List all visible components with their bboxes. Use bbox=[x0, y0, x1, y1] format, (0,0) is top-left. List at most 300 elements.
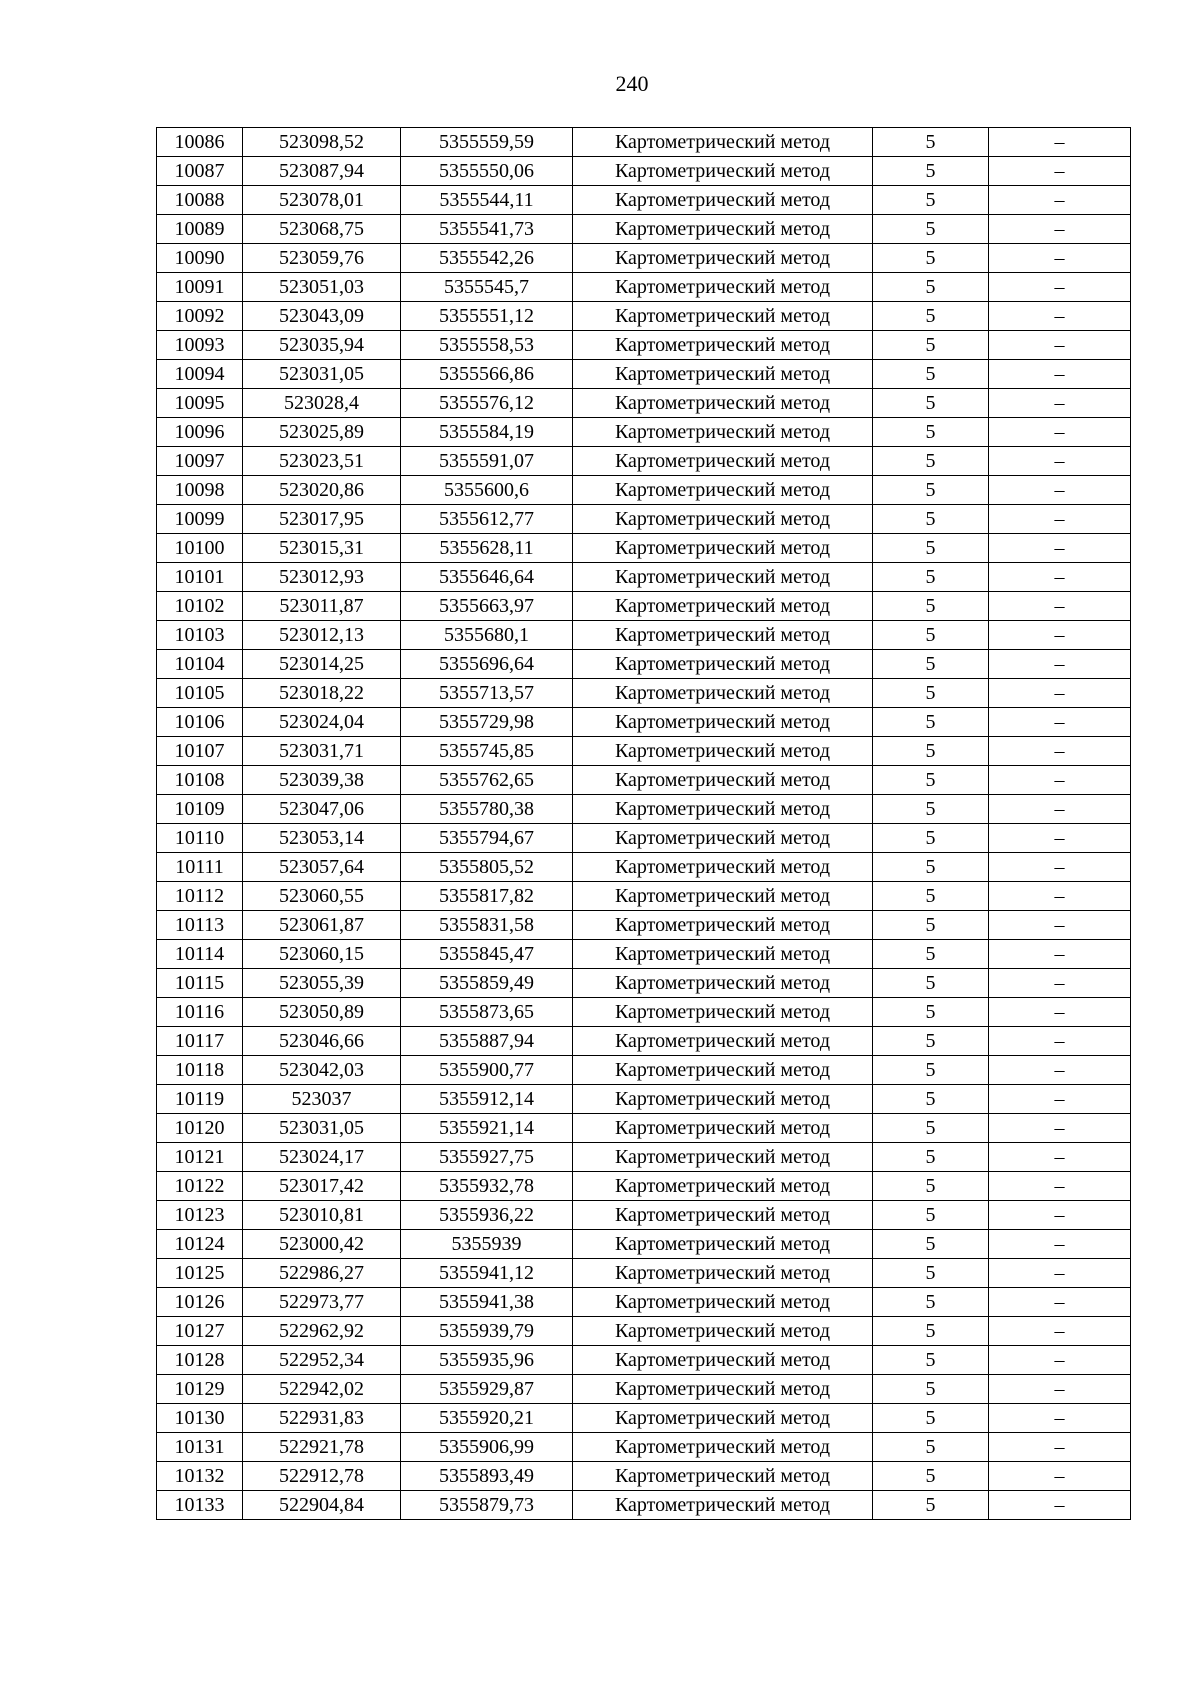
accuracy-cell: 5 bbox=[873, 1114, 989, 1143]
description-cell: – bbox=[989, 998, 1131, 1027]
description-cell: – bbox=[989, 708, 1131, 737]
point-number-cell: 10127 bbox=[157, 1317, 243, 1346]
method-cell: Картометрический метод bbox=[573, 360, 873, 389]
description-cell: – bbox=[989, 1317, 1131, 1346]
accuracy-cell: 5 bbox=[873, 592, 989, 621]
y-coordinate-cell: 5355939 bbox=[401, 1230, 573, 1259]
x-coordinate-cell: 522931,83 bbox=[243, 1404, 401, 1433]
accuracy-cell: 5 bbox=[873, 882, 989, 911]
x-coordinate-cell: 523017,42 bbox=[243, 1172, 401, 1201]
y-coordinate-cell: 5355600,6 bbox=[401, 476, 573, 505]
accuracy-cell: 5 bbox=[873, 331, 989, 360]
point-number-cell: 10130 bbox=[157, 1404, 243, 1433]
table-row bbox=[157, 1404, 1131, 1433]
accuracy-cell: 5 bbox=[873, 505, 989, 534]
accuracy-cell: 5 bbox=[873, 824, 989, 853]
accuracy-cell: 5 bbox=[873, 708, 989, 737]
table-row bbox=[157, 1172, 1131, 1201]
point-number-cell: 10115 bbox=[157, 969, 243, 998]
description-cell: – bbox=[989, 157, 1131, 186]
table-row bbox=[157, 621, 1131, 650]
y-coordinate-cell: 5355921,14 bbox=[401, 1114, 573, 1143]
x-coordinate-cell: 523050,89 bbox=[243, 998, 401, 1027]
method-cell: Картометрический метод bbox=[573, 969, 873, 998]
description-cell: – bbox=[989, 1404, 1131, 1433]
y-coordinate-cell: 5355558,53 bbox=[401, 331, 573, 360]
y-coordinate-cell: 5355935,96 bbox=[401, 1346, 573, 1375]
point-number-cell: 10102 bbox=[157, 592, 243, 621]
y-coordinate-cell: 5355628,11 bbox=[401, 534, 573, 563]
method-cell: Картометрический метод bbox=[573, 157, 873, 186]
description-cell: – bbox=[989, 476, 1131, 505]
y-coordinate-cell: 5355780,38 bbox=[401, 795, 573, 824]
x-coordinate-cell: 522952,34 bbox=[243, 1346, 401, 1375]
method-cell: Картометрический метод bbox=[573, 128, 873, 157]
x-coordinate-cell: 523028,4 bbox=[243, 389, 401, 418]
point-number-cell: 10125 bbox=[157, 1259, 243, 1288]
x-coordinate-cell: 523087,94 bbox=[243, 157, 401, 186]
method-cell: Картометрический метод bbox=[573, 1433, 873, 1462]
method-cell: Картометрический метод bbox=[573, 1375, 873, 1404]
point-number-cell: 10132 bbox=[157, 1462, 243, 1491]
accuracy-cell: 5 bbox=[873, 1143, 989, 1172]
point-number-cell: 10111 bbox=[157, 853, 243, 882]
y-coordinate-cell: 5355879,73 bbox=[401, 1491, 573, 1520]
accuracy-cell: 5 bbox=[873, 1201, 989, 1230]
point-number-cell: 10116 bbox=[157, 998, 243, 1027]
point-number-cell: 10093 bbox=[157, 331, 243, 360]
x-coordinate-cell: 523014,25 bbox=[243, 650, 401, 679]
point-number-cell: 10131 bbox=[157, 1433, 243, 1462]
y-coordinate-cell: 5355817,82 bbox=[401, 882, 573, 911]
y-coordinate-cell: 5355932,78 bbox=[401, 1172, 573, 1201]
description-cell: – bbox=[989, 650, 1131, 679]
table-row bbox=[157, 1491, 1131, 1520]
method-cell: Картометрический метод bbox=[573, 1114, 873, 1143]
x-coordinate-cell: 523060,15 bbox=[243, 940, 401, 969]
point-number-cell: 10091 bbox=[157, 273, 243, 302]
description-cell: – bbox=[989, 1346, 1131, 1375]
description-cell: – bbox=[989, 1085, 1131, 1114]
accuracy-cell: 5 bbox=[873, 273, 989, 302]
table-row bbox=[157, 476, 1131, 505]
method-cell: Картометрический метод bbox=[573, 911, 873, 940]
x-coordinate-cell: 523031,71 bbox=[243, 737, 401, 766]
y-coordinate-cell: 5355831,58 bbox=[401, 911, 573, 940]
accuracy-cell: 5 bbox=[873, 244, 989, 273]
description-cell: – bbox=[989, 1462, 1131, 1491]
accuracy-cell: 5 bbox=[873, 1027, 989, 1056]
point-number-cell: 10121 bbox=[157, 1143, 243, 1172]
description-cell: – bbox=[989, 447, 1131, 476]
point-number-cell: 10088 bbox=[157, 186, 243, 215]
point-number-cell: 10117 bbox=[157, 1027, 243, 1056]
method-cell: Картометрический метод bbox=[573, 389, 873, 418]
y-coordinate-cell: 5355929,87 bbox=[401, 1375, 573, 1404]
table-row bbox=[157, 1346, 1131, 1375]
accuracy-cell: 5 bbox=[873, 621, 989, 650]
point-number-cell: 10087 bbox=[157, 157, 243, 186]
table-row bbox=[157, 1462, 1131, 1491]
method-cell: Картометрический метод bbox=[573, 1346, 873, 1375]
point-number-cell: 10108 bbox=[157, 766, 243, 795]
accuracy-cell: 5 bbox=[873, 360, 989, 389]
method-cell: Картометрический метод bbox=[573, 1404, 873, 1433]
y-coordinate-cell: 5355887,94 bbox=[401, 1027, 573, 1056]
method-cell: Картометрический метод bbox=[573, 1201, 873, 1230]
method-cell: Картометрический метод bbox=[573, 1491, 873, 1520]
method-cell: Картометрический метод bbox=[573, 273, 873, 302]
x-coordinate-cell: 523000,42 bbox=[243, 1230, 401, 1259]
point-number-cell: 10119 bbox=[157, 1085, 243, 1114]
method-cell: Картометрический метод bbox=[573, 505, 873, 534]
x-coordinate-cell: 523047,06 bbox=[243, 795, 401, 824]
y-coordinate-cell: 5355559,59 bbox=[401, 128, 573, 157]
method-cell: Картометрический метод bbox=[573, 1230, 873, 1259]
description-cell: – bbox=[989, 128, 1131, 157]
method-cell: Картометрический метод bbox=[573, 1172, 873, 1201]
method-cell: Картометрический метод bbox=[573, 650, 873, 679]
table-row bbox=[157, 737, 1131, 766]
y-coordinate-cell: 5355541,73 bbox=[401, 215, 573, 244]
point-number-cell: 10104 bbox=[157, 650, 243, 679]
point-number-cell: 10086 bbox=[157, 128, 243, 157]
point-number-cell: 10100 bbox=[157, 534, 243, 563]
table-row bbox=[157, 534, 1131, 563]
description-cell: – bbox=[989, 1375, 1131, 1404]
y-coordinate-cell: 5355920,21 bbox=[401, 1404, 573, 1433]
point-number-cell: 10124 bbox=[157, 1230, 243, 1259]
y-coordinate-cell: 5355912,14 bbox=[401, 1085, 573, 1114]
table-row bbox=[157, 505, 1131, 534]
description-cell: – bbox=[989, 766, 1131, 795]
table-row bbox=[157, 1317, 1131, 1346]
table-row bbox=[157, 911, 1131, 940]
method-cell: Картометрический метод bbox=[573, 215, 873, 244]
y-coordinate-cell: 5355893,49 bbox=[401, 1462, 573, 1491]
table-row bbox=[157, 447, 1131, 476]
accuracy-cell: 5 bbox=[873, 969, 989, 998]
x-coordinate-cell: 523051,03 bbox=[243, 273, 401, 302]
page-number: 240 bbox=[615, 71, 649, 96]
method-cell: Картометрический метод bbox=[573, 766, 873, 795]
method-cell: Картометрический метод bbox=[573, 621, 873, 650]
accuracy-cell: 5 bbox=[873, 1433, 989, 1462]
method-cell: Картометрический метод bbox=[573, 534, 873, 563]
point-number-cell: 10120 bbox=[157, 1114, 243, 1143]
y-coordinate-cell: 5355545,7 bbox=[401, 273, 573, 302]
accuracy-cell: 5 bbox=[873, 853, 989, 882]
point-number-cell: 10122 bbox=[157, 1172, 243, 1201]
method-cell: Картометрический метод bbox=[573, 853, 873, 882]
description-cell: – bbox=[989, 1027, 1131, 1056]
accuracy-cell: 5 bbox=[873, 1056, 989, 1085]
description-cell: – bbox=[989, 389, 1131, 418]
point-number-cell: 10128 bbox=[157, 1346, 243, 1375]
method-cell: Картометрический метод bbox=[573, 1027, 873, 1056]
description-cell: – bbox=[989, 911, 1131, 940]
y-coordinate-cell: 5355663,97 bbox=[401, 592, 573, 621]
x-coordinate-cell: 523068,75 bbox=[243, 215, 401, 244]
x-coordinate-cell: 523024,17 bbox=[243, 1143, 401, 1172]
point-number-cell: 10095 bbox=[157, 389, 243, 418]
table-row bbox=[157, 331, 1131, 360]
table-row bbox=[157, 882, 1131, 911]
x-coordinate-cell: 523020,86 bbox=[243, 476, 401, 505]
description-cell: – bbox=[989, 1056, 1131, 1085]
point-number-cell: 10103 bbox=[157, 621, 243, 650]
x-coordinate-cell: 523078,01 bbox=[243, 186, 401, 215]
y-coordinate-cell: 5355941,12 bbox=[401, 1259, 573, 1288]
x-coordinate-cell: 523053,14 bbox=[243, 824, 401, 853]
y-coordinate-cell: 5355845,47 bbox=[401, 940, 573, 969]
description-cell: – bbox=[989, 331, 1131, 360]
x-coordinate-cell: 523059,76 bbox=[243, 244, 401, 273]
y-coordinate-cell: 5355762,65 bbox=[401, 766, 573, 795]
table-row bbox=[157, 418, 1131, 447]
point-number-cell: 10113 bbox=[157, 911, 243, 940]
description-cell: – bbox=[989, 302, 1131, 331]
point-number-cell: 10114 bbox=[157, 940, 243, 969]
point-number-cell: 10092 bbox=[157, 302, 243, 331]
point-number-cell: 10123 bbox=[157, 1201, 243, 1230]
method-cell: Картометрический метод bbox=[573, 1317, 873, 1346]
y-coordinate-cell: 5355939,79 bbox=[401, 1317, 573, 1346]
method-cell: Картометрический метод bbox=[573, 737, 873, 766]
description-cell: – bbox=[989, 795, 1131, 824]
point-number-cell: 10089 bbox=[157, 215, 243, 244]
accuracy-cell: 5 bbox=[873, 302, 989, 331]
accuracy-cell: 5 bbox=[873, 1491, 989, 1520]
x-coordinate-cell: 522904,84 bbox=[243, 1491, 401, 1520]
coordinates-table bbox=[156, 127, 1131, 1520]
accuracy-cell: 5 bbox=[873, 766, 989, 795]
x-coordinate-cell: 523098,52 bbox=[243, 128, 401, 157]
table-row bbox=[157, 708, 1131, 737]
description-cell: – bbox=[989, 737, 1131, 766]
description-cell: – bbox=[989, 592, 1131, 621]
description-cell: – bbox=[989, 1433, 1131, 1462]
y-coordinate-cell: 5355873,65 bbox=[401, 998, 573, 1027]
description-cell: – bbox=[989, 244, 1131, 273]
x-coordinate-cell: 523012,93 bbox=[243, 563, 401, 592]
accuracy-cell: 5 bbox=[873, 1085, 989, 1114]
table-row bbox=[157, 1143, 1131, 1172]
point-number-cell: 10109 bbox=[157, 795, 243, 824]
x-coordinate-cell: 523055,39 bbox=[243, 969, 401, 998]
y-coordinate-cell: 5355544,11 bbox=[401, 186, 573, 215]
method-cell: Картометрический метод bbox=[573, 1462, 873, 1491]
accuracy-cell: 5 bbox=[873, 1375, 989, 1404]
accuracy-cell: 5 bbox=[873, 1172, 989, 1201]
description-cell: – bbox=[989, 882, 1131, 911]
description-cell: – bbox=[989, 186, 1131, 215]
table-row bbox=[157, 1375, 1131, 1404]
accuracy-cell: 5 bbox=[873, 128, 989, 157]
point-number-cell: 10098 bbox=[157, 476, 243, 505]
accuracy-cell: 5 bbox=[873, 650, 989, 679]
x-coordinate-cell: 523061,87 bbox=[243, 911, 401, 940]
method-cell: Картометрический метод bbox=[573, 244, 873, 273]
description-cell: – bbox=[989, 1491, 1131, 1520]
accuracy-cell: 5 bbox=[873, 1288, 989, 1317]
x-coordinate-cell: 523018,22 bbox=[243, 679, 401, 708]
point-number-cell: 10096 bbox=[157, 418, 243, 447]
y-coordinate-cell: 5355941,38 bbox=[401, 1288, 573, 1317]
table-row bbox=[157, 824, 1131, 853]
table-row bbox=[157, 650, 1131, 679]
table-row bbox=[157, 795, 1131, 824]
x-coordinate-cell: 522962,92 bbox=[243, 1317, 401, 1346]
table-row bbox=[157, 853, 1131, 882]
table-row bbox=[157, 1433, 1131, 1462]
accuracy-cell: 5 bbox=[873, 911, 989, 940]
description-cell: – bbox=[989, 215, 1131, 244]
x-coordinate-cell: 523010,81 bbox=[243, 1201, 401, 1230]
x-coordinate-cell: 523043,09 bbox=[243, 302, 401, 331]
method-cell: Картометрический метод bbox=[573, 1259, 873, 1288]
accuracy-cell: 5 bbox=[873, 795, 989, 824]
description-cell: – bbox=[989, 1172, 1131, 1201]
x-coordinate-cell: 523057,64 bbox=[243, 853, 401, 882]
point-number-cell: 10126 bbox=[157, 1288, 243, 1317]
accuracy-cell: 5 bbox=[873, 418, 989, 447]
description-cell: – bbox=[989, 1114, 1131, 1143]
y-coordinate-cell: 5355859,49 bbox=[401, 969, 573, 998]
description-cell: – bbox=[989, 505, 1131, 534]
point-number-cell: 10112 bbox=[157, 882, 243, 911]
y-coordinate-cell: 5355927,75 bbox=[401, 1143, 573, 1172]
table-row bbox=[157, 1259, 1131, 1288]
y-coordinate-cell: 5355900,77 bbox=[401, 1056, 573, 1085]
y-coordinate-cell: 5355729,98 bbox=[401, 708, 573, 737]
x-coordinate-cell: 523023,51 bbox=[243, 447, 401, 476]
coordinates-table-body bbox=[157, 128, 1131, 1520]
method-cell: Картометрический метод bbox=[573, 679, 873, 708]
description-cell: – bbox=[989, 1230, 1131, 1259]
y-coordinate-cell: 5355566,86 bbox=[401, 360, 573, 389]
accuracy-cell: 5 bbox=[873, 679, 989, 708]
method-cell: Картометрический метод bbox=[573, 476, 873, 505]
method-cell: Картометрический метод bbox=[573, 882, 873, 911]
x-coordinate-cell: 523035,94 bbox=[243, 331, 401, 360]
table-row bbox=[157, 1085, 1131, 1114]
x-coordinate-cell: 523060,55 bbox=[243, 882, 401, 911]
y-coordinate-cell: 5355680,1 bbox=[401, 621, 573, 650]
y-coordinate-cell: 5355612,77 bbox=[401, 505, 573, 534]
y-coordinate-cell: 5355550,06 bbox=[401, 157, 573, 186]
method-cell: Картометрический метод bbox=[573, 1143, 873, 1172]
method-cell: Картометрический метод bbox=[573, 418, 873, 447]
accuracy-cell: 5 bbox=[873, 534, 989, 563]
x-coordinate-cell: 523042,03 bbox=[243, 1056, 401, 1085]
table-row bbox=[157, 1056, 1131, 1085]
table-row bbox=[157, 563, 1131, 592]
x-coordinate-cell: 522942,02 bbox=[243, 1375, 401, 1404]
description-cell: – bbox=[989, 360, 1131, 389]
table-row bbox=[157, 766, 1131, 795]
description-cell: – bbox=[989, 1143, 1131, 1172]
description-cell: – bbox=[989, 824, 1131, 853]
accuracy-cell: 5 bbox=[873, 563, 989, 592]
description-cell: – bbox=[989, 969, 1131, 998]
point-number-cell: 10129 bbox=[157, 1375, 243, 1404]
description-cell: – bbox=[989, 940, 1131, 969]
y-coordinate-cell: 5355745,85 bbox=[401, 737, 573, 766]
method-cell: Картометрический метод bbox=[573, 563, 873, 592]
x-coordinate-cell: 523012,13 bbox=[243, 621, 401, 650]
point-number-cell: 10105 bbox=[157, 679, 243, 708]
table-row bbox=[157, 1230, 1131, 1259]
method-cell: Картометрический метод bbox=[573, 1085, 873, 1114]
x-coordinate-cell: 522973,77 bbox=[243, 1288, 401, 1317]
y-coordinate-cell: 5355805,52 bbox=[401, 853, 573, 882]
table-row bbox=[157, 128, 1131, 157]
description-cell: – bbox=[989, 1201, 1131, 1230]
table-row bbox=[157, 1027, 1131, 1056]
accuracy-cell: 5 bbox=[873, 447, 989, 476]
point-number-cell: 10110 bbox=[157, 824, 243, 853]
point-number-cell: 10090 bbox=[157, 244, 243, 273]
x-coordinate-cell: 523015,31 bbox=[243, 534, 401, 563]
table-row bbox=[157, 215, 1131, 244]
table-row bbox=[157, 389, 1131, 418]
x-coordinate-cell: 523039,38 bbox=[243, 766, 401, 795]
description-cell: – bbox=[989, 1259, 1131, 1288]
x-coordinate-cell: 522921,78 bbox=[243, 1433, 401, 1462]
x-coordinate-cell: 523011,87 bbox=[243, 592, 401, 621]
accuracy-cell: 5 bbox=[873, 1346, 989, 1375]
point-number-cell: 10106 bbox=[157, 708, 243, 737]
method-cell: Картометрический метод bbox=[573, 302, 873, 331]
table-row bbox=[157, 302, 1131, 331]
table-row bbox=[157, 1201, 1131, 1230]
accuracy-cell: 5 bbox=[873, 737, 989, 766]
accuracy-cell: 5 bbox=[873, 215, 989, 244]
accuracy-cell: 5 bbox=[873, 476, 989, 505]
accuracy-cell: 5 bbox=[873, 186, 989, 215]
y-coordinate-cell: 5355696,64 bbox=[401, 650, 573, 679]
y-coordinate-cell: 5355591,07 bbox=[401, 447, 573, 476]
x-coordinate-cell: 523037 bbox=[243, 1085, 401, 1114]
point-number-cell: 10107 bbox=[157, 737, 243, 766]
accuracy-cell: 5 bbox=[873, 1259, 989, 1288]
y-coordinate-cell: 5355584,19 bbox=[401, 418, 573, 447]
y-coordinate-cell: 5355551,12 bbox=[401, 302, 573, 331]
accuracy-cell: 5 bbox=[873, 998, 989, 1027]
accuracy-cell: 5 bbox=[873, 1317, 989, 1346]
y-coordinate-cell: 5355576,12 bbox=[401, 389, 573, 418]
x-coordinate-cell: 523017,95 bbox=[243, 505, 401, 534]
accuracy-cell: 5 bbox=[873, 1230, 989, 1259]
point-number-cell: 10097 bbox=[157, 447, 243, 476]
x-coordinate-cell: 522912,78 bbox=[243, 1462, 401, 1491]
accuracy-cell: 5 bbox=[873, 940, 989, 969]
description-cell: – bbox=[989, 679, 1131, 708]
accuracy-cell: 5 bbox=[873, 389, 989, 418]
point-number-cell: 10118 bbox=[157, 1056, 243, 1085]
method-cell: Картометрический метод bbox=[573, 447, 873, 476]
method-cell: Картометрический метод bbox=[573, 331, 873, 360]
x-coordinate-cell: 523024,04 bbox=[243, 708, 401, 737]
table-row bbox=[157, 969, 1131, 998]
description-cell: – bbox=[989, 273, 1131, 302]
method-cell: Картометрический метод bbox=[573, 708, 873, 737]
accuracy-cell: 5 bbox=[873, 1404, 989, 1433]
table-row bbox=[157, 157, 1131, 186]
y-coordinate-cell: 5355906,99 bbox=[401, 1433, 573, 1462]
method-cell: Картометрический метод bbox=[573, 824, 873, 853]
